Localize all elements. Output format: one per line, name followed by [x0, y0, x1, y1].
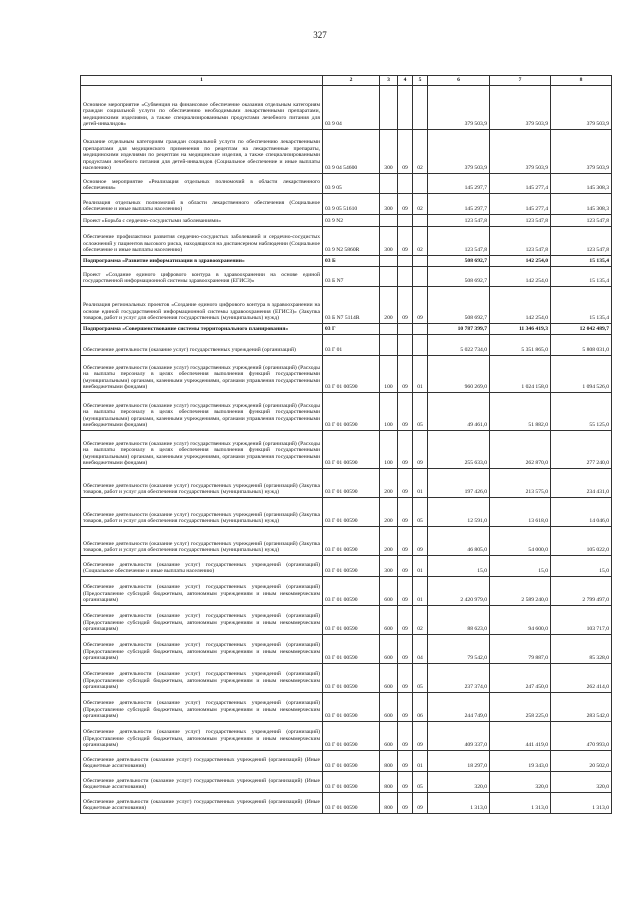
row-year3-cell: 15,0 — [551, 555, 612, 576]
row-year2-cell: 142 254,0 — [490, 286, 551, 323]
row-year3-cell: 283 542,0 — [551, 692, 612, 721]
row-year1-cell: 320,0 — [428, 771, 490, 792]
row-code-cell: 03 Г 01 00590 — [323, 692, 380, 721]
table-row — [81, 193, 612, 214]
row-year3-cell: 105 022,0 — [551, 526, 612, 555]
row-year2-cell: 213 575,0 — [490, 468, 551, 497]
row-code-cell: 03 Г 01 00590 — [323, 771, 380, 792]
row-section-cell: 09 — [398, 605, 413, 634]
row-section-cell — [398, 85, 413, 129]
header-cell: 2 — [323, 76, 380, 86]
row-year3-cell: 15 135,4 — [551, 266, 612, 286]
row-year2-cell: 145 277,4 — [490, 173, 551, 193]
row-year3-cell: 379 503,9 — [551, 129, 612, 173]
row-name-cell: Обеспечение деятельности (оказание услуг) государственных учреждений (организаций) (Закупка товаров, работ и услуг для обеспечения государственных (муниципальных) нужд) — [81, 526, 323, 555]
row-year1-cell: 197 426,0 — [428, 468, 490, 497]
row-year3-cell: 85 328,0 — [551, 634, 612, 663]
row-expense-type-cell — [380, 266, 398, 286]
row-year2-cell: 94 600,0 — [490, 605, 551, 634]
row-expense-type-cell: 600 — [380, 634, 398, 663]
row-year2-cell: 51 882,0 — [490, 392, 551, 430]
table-row — [81, 771, 612, 792]
row-expense-type-cell: 800 — [380, 771, 398, 792]
row-subsection-cell: 06 — [413, 692, 428, 721]
table-row — [81, 526, 612, 555]
row-year3-cell: 14 046,0 — [551, 497, 612, 526]
row-code-cell: 03 Г 01 00590 — [323, 634, 380, 663]
row-expense-type-cell — [380, 323, 398, 334]
row-name-cell: Подпрограмма «Совершенствование системы территориального планирования» — [81, 323, 323, 334]
row-year3-cell: 1 094 526,0 — [551, 355, 612, 392]
row-year3-cell: 5 808 031,0 — [551, 334, 612, 355]
row-section-cell: 09 — [398, 634, 413, 663]
row-year1-cell: 145 297,7 — [428, 193, 490, 214]
row-year1-cell: 1 313,0 — [428, 792, 490, 813]
row-name-cell: Оказание отдельным категориям граждан социальной услуги по обеспечению лекарственными препаратами для медицинского применения по рецептам на лекарственные препараты, медицинскими изделиями по рецептам на медицинские изделия, а также специализированными продуктами лечебного питания для детей-инвалидов (Социальное обеспечение и иные выплаты населению) — [81, 129, 323, 173]
row-section-cell: 09 — [398, 526, 413, 555]
row-subsection-cell: 09 — [413, 721, 428, 750]
row-section-cell: 09 — [398, 721, 413, 750]
row-year3-cell: 15 135,4 — [551, 255, 612, 266]
row-section-cell: 09 — [398, 392, 413, 430]
row-expense-type-cell — [380, 173, 398, 193]
table-row — [81, 634, 612, 663]
row-section-cell: 09 — [398, 430, 413, 468]
row-code-cell: 03 9 04 — [323, 85, 380, 129]
row-expense-type-cell: 100 — [380, 430, 398, 468]
row-section-cell — [398, 214, 413, 226]
row-expense-type-cell: 100 — [380, 392, 398, 430]
row-name-cell: Обеспечение деятельности (оказание услуг) государственных учреждений (организаций) (Расходы на выплаты персоналу в целях обеспечения выполнения функций государственными (муниципальными) органами, казенными учреждениями, органами управления государственными внебюджетными фондами) — [81, 392, 323, 430]
row-year1-cell: 15,0 — [428, 555, 490, 576]
row-year2-cell: 79 887,0 — [490, 634, 551, 663]
table-row — [81, 323, 612, 334]
row-code-cell: 03 Б — [323, 255, 380, 266]
row-name-cell: Реализация региональных проектов «Создание единого цифрового контура в здравоохранении на основе единой государственной информационной системы здравоохранения (ЕГИСЗ)» (Закупка товаров, работ и услуг для обеспечения государственных (муниципальных) нужд) — [81, 286, 323, 323]
row-year3-cell: 234 431,0 — [551, 468, 612, 497]
row-name-cell: Проект «Борьба с сердечно-сосудистыми заболеваниями» — [81, 214, 323, 226]
row-section-cell — [398, 334, 413, 355]
table-row — [81, 663, 612, 692]
row-expense-type-cell: 600 — [380, 721, 398, 750]
row-section-cell: 09 — [398, 129, 413, 173]
row-code-cell: 03 Г 01 00590 — [323, 497, 380, 526]
row-year3-cell: 55 125,0 — [551, 392, 612, 430]
table-row — [81, 226, 612, 255]
row-name-cell: Подпрограмма «Развитие информатизации в здравоохранении» — [81, 255, 323, 266]
row-year1-cell: 46 805,0 — [428, 526, 490, 555]
row-year2-cell: 2 589 240,0 — [490, 576, 551, 605]
row-code-cell: 03 Г 01 00590 — [323, 750, 380, 771]
row-section-cell: 09 — [398, 576, 413, 605]
row-expense-type-cell: 600 — [380, 605, 398, 634]
row-year1-cell: 379 503,9 — [428, 85, 490, 129]
row-expense-type-cell — [380, 334, 398, 355]
row-code-cell: 03 Г 01 00590 — [323, 605, 380, 634]
row-expense-type-cell: 200 — [380, 497, 398, 526]
row-year2-cell: 441 419,0 — [490, 721, 551, 750]
row-name-cell: Обеспечение деятельности (оказание услуг) государственных учреждений (организаций) (Предоставление субсидий бюджетным, автономным учреждениям и иным некоммерческим организациям) — [81, 634, 323, 663]
row-subsection-cell: 09 — [413, 286, 428, 323]
row-name-cell: Обеспечение деятельности (оказание услуг) государственных учреждений (организаций) (Расходы на выплаты персоналу в целях обеспечения выполнения функций государственными (муниципальными) органами, казенными учреждениями, органами управления государственными внебюджетными фондами) — [81, 430, 323, 468]
row-subsection-cell: 05 — [413, 771, 428, 792]
row-subsection-cell — [413, 85, 428, 129]
header-cell: 5 — [413, 76, 428, 86]
table-row — [81, 750, 612, 771]
row-name-cell: Обеспечение деятельности (оказание услуг) государственных учреждений (организаций) (Расходы на выплаты персоналу в целях обеспечения выполнения функций государственными (муниципальными) органами, казенными учреждениями, органами управления государственными внебюджетными фондами) — [81, 355, 323, 392]
row-section-cell: 09 — [398, 663, 413, 692]
row-subsection-cell: 09 — [413, 792, 428, 813]
row-subsection-cell: 04 — [413, 634, 428, 663]
row-name-cell: Реализация отдельных полномочий в области лекарственного обеспечения (Социальное обеспечение и иные выплаты населению) — [81, 193, 323, 214]
row-section-cell: 09 — [398, 193, 413, 214]
row-name-cell: Обеспечение деятельности (оказание услуг) государственных учреждений (организаций) (Закупка товаров, работ и услуг для обеспечения государственных (муниципальных) нужд) — [81, 497, 323, 526]
row-year3-cell: 145 308,3 — [551, 193, 612, 214]
row-year3-cell: 123 547,8 — [551, 214, 612, 226]
table-row — [81, 214, 612, 226]
row-name-cell: Обеспечение деятельности (оказание услуг) государственных учреждений (организаций) (Иные бюджетные ассигнования) — [81, 771, 323, 792]
table-row — [81, 173, 612, 193]
row-name-cell: Проект «Создание единого цифрового контура в здравоохранении на основе единой государственной информационной системы здравоохранения (ЕГИСЗ)» — [81, 266, 323, 286]
row-subsection-cell: 01 — [413, 576, 428, 605]
header-cell: 3 — [380, 76, 398, 86]
row-code-cell: 03 9 05 51610 — [323, 193, 380, 214]
header-cell: 1 — [81, 76, 323, 86]
row-code-cell: 03 9 N2 — [323, 214, 380, 226]
row-year2-cell: 5 351 865,0 — [490, 334, 551, 355]
header-cell: 4 — [398, 76, 413, 86]
row-section-cell: 09 — [398, 226, 413, 255]
row-subsection-cell — [413, 214, 428, 226]
row-subsection-cell: 09 — [413, 430, 428, 468]
row-subsection-cell: 02 — [413, 193, 428, 214]
row-section-cell: 09 — [398, 355, 413, 392]
row-year1-cell: 508 692,7 — [428, 255, 490, 266]
row-section-cell — [398, 266, 413, 286]
table-row — [81, 430, 612, 468]
table-body — [81, 85, 612, 813]
row-year2-cell: 247 450,0 — [490, 663, 551, 692]
row-year3-cell: 145 308,3 — [551, 173, 612, 193]
row-expense-type-cell: 600 — [380, 692, 398, 721]
row-year1-cell: 244 749,0 — [428, 692, 490, 721]
row-year2-cell: 15,0 — [490, 555, 551, 576]
row-year3-cell: 12 042 489,7 — [551, 323, 612, 334]
row-name-cell: Обеспечение деятельности (оказание услуг) государственных учреждений (организаций) (Иные бюджетные ассигнования) — [81, 750, 323, 771]
row-subsection-cell: 01 — [413, 355, 428, 392]
budget-table — [80, 75, 612, 814]
row-section-cell: 09 — [398, 750, 413, 771]
row-code-cell: 03 Г 01 00590 — [323, 792, 380, 813]
row-year2-cell: 320,0 — [490, 771, 551, 792]
row-name-cell: Обеспечение деятельности (оказание услуг) государственных учреждений (организаций) (Предоставление субсидий бюджетным, автономным учреждениям и иным некоммерческим организациям) — [81, 721, 323, 750]
row-year2-cell: 1 024 158,0 — [490, 355, 551, 392]
row-code-cell: 03 Г 01 00590 — [323, 392, 380, 430]
row-year3-cell: 103 717,0 — [551, 605, 612, 634]
row-subsection-cell: 01 — [413, 555, 428, 576]
table-row — [81, 286, 612, 323]
row-name-cell: Обеспечение профилактики развития сердечно-сосудистых заболеваний и сердечно-сосудистых осложнений у пациентов высокого риска, находящихся на диспансерном наблюдении (Социальное обеспечение и иные выплаты населению) — [81, 226, 323, 255]
row-subsection-cell — [413, 334, 428, 355]
row-expense-type-cell: 600 — [380, 663, 398, 692]
table-row — [81, 355, 612, 392]
row-code-cell: 03 Г 01 00590 — [323, 555, 380, 576]
row-subsection-cell — [413, 266, 428, 286]
row-subsection-cell: 02 — [413, 605, 428, 634]
row-subsection-cell — [413, 255, 428, 266]
row-year2-cell: 142 254,0 — [490, 266, 551, 286]
row-subsection-cell — [413, 173, 428, 193]
row-name-cell: Основное мероприятие «Субвенция на финансовое обеспечение оказания отдельным категориям граждан социальной услуги по обеспечению необходимыми лекарственными препаратами, медицинскими изделиями, а также специализированными продуктами лечебного питания для детей-инвалидов» — [81, 85, 323, 129]
row-subsection-cell: 05 — [413, 663, 428, 692]
row-year3-cell: 379 503,9 — [551, 85, 612, 129]
table-row — [81, 392, 612, 430]
row-name-cell: Основное мероприятие «Реализация отдельных полномочий в области лекарственного обеспечения» — [81, 173, 323, 193]
row-year3-cell: 277 240,0 — [551, 430, 612, 468]
row-year1-cell: 88 623,0 — [428, 605, 490, 634]
row-subsection-cell: 05 — [413, 497, 428, 526]
row-year1-cell: 5 022 734,0 — [428, 334, 490, 355]
header-cell: 8 — [551, 76, 612, 86]
row-code-cell: 03 9 N2 5860R — [323, 226, 380, 255]
row-expense-type-cell: 100 — [380, 355, 398, 392]
table-row — [81, 266, 612, 286]
table-row — [81, 334, 612, 355]
row-code-cell: 03 Г 01 00590 — [323, 430, 380, 468]
row-name-cell: Обеспечение деятельности (оказание услуг) государственных учреждений (организаций) (Закупка товаров, работ и услуг для обеспечения государственных (муниципальных) нужд) — [81, 468, 323, 497]
row-year3-cell: 470 993,0 — [551, 721, 612, 750]
row-expense-type-cell: 800 — [380, 792, 398, 813]
row-code-cell: 03 Г — [323, 323, 380, 334]
row-year1-cell: 49 461,0 — [428, 392, 490, 430]
row-expense-type-cell: 300 — [380, 129, 398, 173]
row-subsection-cell: 01 — [413, 750, 428, 771]
row-year2-cell: 11 346 419,3 — [490, 323, 551, 334]
row-year1-cell: 10 787 399,7 — [428, 323, 490, 334]
row-expense-type-cell: 200 — [380, 468, 398, 497]
table-row — [81, 792, 612, 813]
row-expense-type-cell: 800 — [380, 750, 398, 771]
row-section-cell — [398, 323, 413, 334]
table-header-row — [81, 76, 612, 86]
row-section-cell: 09 — [398, 771, 413, 792]
row-code-cell: 03 Б N7 — [323, 266, 380, 286]
row-year3-cell: 15 135,4 — [551, 286, 612, 323]
row-expense-type-cell: 200 — [380, 526, 398, 555]
row-subsection-cell — [413, 323, 428, 334]
row-year3-cell: 123 547,8 — [551, 226, 612, 255]
table-row — [81, 692, 612, 721]
row-year2-cell: 123 547,8 — [490, 214, 551, 226]
row-code-cell: 03 9 05 — [323, 173, 380, 193]
row-year3-cell: 1 313,0 — [551, 792, 612, 813]
row-expense-type-cell: 300 — [380, 555, 398, 576]
row-year1-cell: 960 269,0 — [428, 355, 490, 392]
row-code-cell: 03 Г 01 — [323, 334, 380, 355]
row-subsection-cell: 01 — [413, 468, 428, 497]
row-year2-cell: 13 618,0 — [490, 497, 551, 526]
row-expense-type-cell: 300 — [380, 193, 398, 214]
row-year2-cell: 379 503,9 — [490, 129, 551, 173]
header-cell: 6 — [428, 76, 490, 86]
row-subsection-cell: 02 — [413, 129, 428, 173]
row-year1-cell: 237 374,0 — [428, 663, 490, 692]
table-row — [81, 129, 612, 173]
row-expense-type-cell — [380, 255, 398, 266]
row-year1-cell: 379 503,9 — [428, 129, 490, 173]
row-expense-type-cell: 300 — [380, 226, 398, 255]
row-name-cell: Обеспечение деятельности (оказание услуг) государственных учреждений (организаций) (Предоставление субсидий бюджетным, автономным учреждениям и иным некоммерческим организациям) — [81, 576, 323, 605]
row-year1-cell: 409 337,0 — [428, 721, 490, 750]
row-year3-cell: 320,0 — [551, 771, 612, 792]
row-section-cell: 09 — [398, 286, 413, 323]
row-section-cell: 09 — [398, 468, 413, 497]
row-year2-cell: 123 547,8 — [490, 226, 551, 255]
table-row — [81, 468, 612, 497]
row-code-cell: 03 Г 01 00590 — [323, 663, 380, 692]
row-expense-type-cell: 600 — [380, 576, 398, 605]
row-name-cell: Обеспечение деятельности (оказание услуг) государственных учреждений (организаций) (Предоставление субсидий бюджетным, автономным учреждениям и иным некоммерческим организациям) — [81, 692, 323, 721]
row-year1-cell: 508 692,7 — [428, 286, 490, 323]
row-section-cell: 09 — [398, 692, 413, 721]
row-code-cell: 03 Г 01 00590 — [323, 576, 380, 605]
row-name-cell: Обеспечение деятельности (оказание услуг) государственных учреждений (организаций) (Социальное обеспечение и иные выплаты населению) — [81, 555, 323, 576]
page-number: 327 — [313, 30, 327, 40]
row-code-cell: 03 Б N7 5114R — [323, 286, 380, 323]
row-code-cell: 03 Г 01 00590 — [323, 468, 380, 497]
table-row — [81, 255, 612, 266]
table-row — [81, 605, 612, 634]
row-year1-cell: 18 297,0 — [428, 750, 490, 771]
header-cell: 7 — [490, 76, 551, 86]
row-code-cell: 03 9 04 54600 — [323, 129, 380, 173]
row-year2-cell: 145 277,4 — [490, 193, 551, 214]
row-year3-cell: 20 502,0 — [551, 750, 612, 771]
row-year1-cell: 12 591,0 — [428, 497, 490, 526]
row-name-cell: Обеспечение деятельности (оказание услуг) государственных учреждений (организаций) (Предоставление субсидий бюджетным, автономным учреждениям и иным некоммерческим организациям) — [81, 663, 323, 692]
row-year1-cell: 255 633,0 — [428, 430, 490, 468]
row-expense-type-cell — [380, 85, 398, 129]
row-section-cell: 09 — [398, 555, 413, 576]
row-year1-cell: 2 420 979,0 — [428, 576, 490, 605]
row-section-cell: 09 — [398, 497, 413, 526]
row-section-cell: 09 — [398, 792, 413, 813]
row-code-cell: 03 Г 01 00590 — [323, 526, 380, 555]
row-section-cell — [398, 255, 413, 266]
table-row — [81, 555, 612, 576]
row-year1-cell: 123 547,8 — [428, 214, 490, 226]
row-year2-cell: 262 870,0 — [490, 430, 551, 468]
row-year2-cell: 54 000,0 — [490, 526, 551, 555]
row-year1-cell: 508 692,7 — [428, 266, 490, 286]
row-year1-cell: 123 547,8 — [428, 226, 490, 255]
row-name-cell: Обеспечение деятельности (оказание услуг) государственных учреждений (организаций) (Предоставление субсидий бюджетным, автономным учреждениям и иным некоммерческим организациям) — [81, 605, 323, 634]
table-row — [81, 85, 612, 129]
table-row — [81, 497, 612, 526]
table-row — [81, 576, 612, 605]
row-code-cell: 03 Г 01 00590 — [323, 721, 380, 750]
table-row — [81, 721, 612, 750]
row-year2-cell: 379 503,9 — [490, 85, 551, 129]
row-year2-cell: 258 225,0 — [490, 692, 551, 721]
row-year3-cell: 262 414,0 — [551, 663, 612, 692]
row-code-cell: 03 Г 01 00590 — [323, 355, 380, 392]
row-name-cell: Обеспечение деятельности (оказание услуг) государственных учреждений (организаций) — [81, 334, 323, 355]
row-year2-cell: 19 343,0 — [490, 750, 551, 771]
row-year2-cell: 1 313,0 — [490, 792, 551, 813]
row-year3-cell: 2 799 497,0 — [551, 576, 612, 605]
row-section-cell — [398, 173, 413, 193]
row-expense-type-cell: 200 — [380, 286, 398, 323]
row-subsection-cell: 09 — [413, 526, 428, 555]
row-expense-type-cell — [380, 214, 398, 226]
row-subsection-cell: 05 — [413, 392, 428, 430]
row-name-cell: Обеспечение деятельности (оказание услуг) государственных учреждений (организаций) (Иные бюджетные ассигнования) — [81, 792, 323, 813]
row-year1-cell: 79 542,0 — [428, 634, 490, 663]
row-year1-cell: 145 297,7 — [428, 173, 490, 193]
row-year2-cell: 142 254,0 — [490, 255, 551, 266]
row-subsection-cell: 02 — [413, 226, 428, 255]
